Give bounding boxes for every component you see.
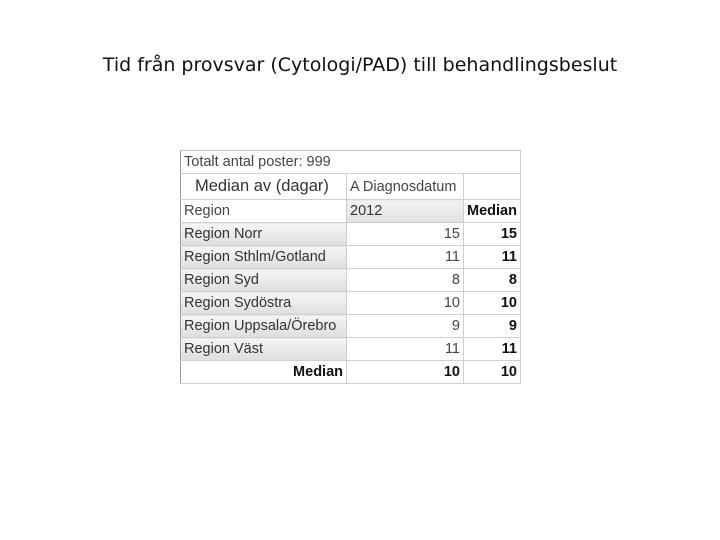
median-cell: 8 — [464, 269, 521, 292]
value-cell: 9 — [347, 315, 464, 338]
value-cell: 8 — [347, 269, 464, 292]
median-cell: 15 — [464, 223, 521, 246]
median-cell: 10 — [464, 292, 521, 315]
total-value-cell: 10 — [347, 361, 464, 384]
region-label[interactable]: Region Väst — [181, 338, 347, 361]
value-cell: 11 — [347, 246, 464, 269]
total-label: Median — [181, 361, 347, 384]
table-row — [181, 269, 521, 292]
region-label[interactable]: Region Sydöstra — [181, 292, 347, 315]
table-total-row — [181, 361, 521, 384]
total-posts-row — [181, 151, 521, 174]
empty-header-cell — [464, 174, 521, 200]
value-cell: 10 — [347, 292, 464, 315]
table-row — [181, 246, 521, 269]
dimension-header[interactable]: A Diagnosdatum — [347, 174, 464, 200]
median-cell: 9 — [464, 315, 521, 338]
table-row — [181, 223, 521, 246]
value-cell: 15 — [347, 223, 464, 246]
row-dimension-header[interactable]: Region — [181, 200, 347, 223]
measure-row — [181, 174, 521, 200]
column-header-row — [181, 200, 521, 223]
measure-label[interactable]: Median av (dagar) — [181, 174, 347, 200]
table-row — [181, 315, 521, 338]
region-label[interactable]: Region Uppsala/Örebro — [181, 315, 347, 338]
pivot-table — [180, 150, 521, 384]
median-cell: 11 — [464, 246, 521, 269]
total-median-cell: 10 — [464, 361, 521, 384]
table-row — [181, 292, 521, 315]
value-cell: 11 — [347, 338, 464, 361]
total-posts-label: Totalt antal poster: 999 — [181, 151, 521, 174]
region-label[interactable]: Region Norr — [181, 223, 347, 246]
median-cell: 11 — [464, 338, 521, 361]
year-header[interactable]: 2012 — [347, 200, 464, 223]
region-label[interactable]: Region Sthlm/Gotland — [181, 246, 347, 269]
table-row — [181, 338, 521, 361]
region-label[interactable]: Region Syd — [181, 269, 347, 292]
median-header: Median — [464, 200, 521, 223]
slide-title: Tid från provsvar (Cytologi/PAD) till behandlingsbeslut — [102, 54, 618, 76]
